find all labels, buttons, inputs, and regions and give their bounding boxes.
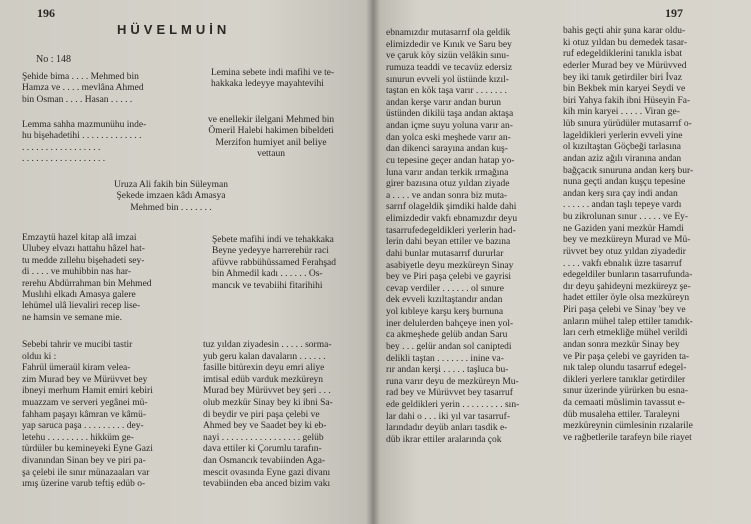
left-page [0,0,373,524]
body-column-1: ebnamızdır mutasarrıf ola geldik elimizdedir ve Kınık ve Saru bey ve çaruk köy sizün velâkin sınu- rumuza teaddi ve tecavüz edersiz sınurun evveli yol üstünde kızıl- taştan en kök taşa varır . . . . . . . andan kerşe varır andan burun üstünden dikilü taşa andan aktaşa andan içme suyu yoluna varır an- dan yolca eski meşhede varır an- dan dikenci sarayına andan kuş- cu tepesine geçer andan hatap yo- luna varır andan terkik ırmağına girer bazısına otuz yıldan ziyade a . . . . ve andan sonra biz muta- sarrıf olageldik şimdiki halde dahi elimizdedir vakfı ebnamızdır deyu tasarrufedegeldikleri yerlerin had- lerin dahi beyan ettiler ve bazına dahi bunlar mutasarrıf dururlar asabiyetle deyu mezküreyn Sinay bey ve Piri paşa çelebi ve gayrisi cevap verdiler . . . . . . ol sınure dek evveli kızıltaştandır andan yol kıbleye karşu kerş burnuna iner delulerden bahçeye inen yol- ca akmeşhede gelüb andan Saru bey . . . gelür andan sol caniptedi delikli taştan . . . . . . . inine va- rır andan kerşi . . . . . taşluca bu- runa varır deyu de mezküreyn Mu- rad bey ve Mürüvvet bey tasarruf ede geldikleri yerin . . . . . . . . . sın- lar dahi o . . . iki yıl var tasarruf- larındadır deyüb anları tasdik e- düb ikrar ettiler aralarında çok [386,28,520,445]
endorsement-right: Şebete mafihi indi ve tehakkaka Beyne yedeyye harrerehür raci afüvve rabbühüssamed Ferahşad bin Ahmedil kadı . . . . . . Os- mancık ve tevabiihi fitarihihi [212,235,336,291]
witnesses-block: Şehide bima . . . . Mehmed bin Hamza ve . . . . mevlâna Ahmed bin Osman . . . . Hasan . . . . . [22,72,144,105]
seal-text-right: ve enellekir ilelgani Mehmed bin Ömeril Halebi hakimen bibeldeti Merzifon humiyet anil beliye vettaun [208,115,335,160]
verification-note: Lemina sebete indi mafihi ve te- hakkaka ledeyye mayahtevihi [211,68,335,90]
body-column-right: tuz yıldan ziyadesin . . . . . sorma- yub geru kalan davaların . . . . . . fasille bitürexin deyu emri aliye imtisal edüb varduk mezküreyn Murad bey Mürüvvet bey şeri . . . olub mezkür Sinay bey ki ibni Sa- di beydir ve piri paşa çelebi ve Ahmed bey ve Saadet bey ki eb- nayi . . . . . . . . . . . . . . . . . gelüb dava ettiler ki Çorumlu tarafın- dan Osmancık tevabiinden Aga- mescit ovasında Eyne gazi divanı tevabiinden eba anced bizim vakı [203,340,333,490]
document-number: No : 148 [36,54,71,65]
right-page [373,0,751,524]
document-title: HÜVELMUİN [117,22,231,37]
signature-block: Uruza Ali fakih bin Süleyman Şekede imzaen kâdı Amasya Mehmed bin . . . . . . . [114,180,228,213]
body-column-left: Sebebi tahrir ve mucibi tastir olduı ki : Fahrül ümeraül kiram velea- zim Murad bey ve Mürüvvet bey ibneyi merhum Hamit emiri kebiri muazzam ve serveri yegânei mü- fahham paşayı kâmran ve kâmü- yap saruca paşa . . . . . . . . . dey- letehu . . . . . . . . . hikküm ge- türdüler bu kemineyeki Eyne Gazi divanından Sinan bey ve piri pa- şa çelebi ile sınır münazaaları var ımış üzerine varub teftiş edüb o- [22,340,153,490]
endorsement-left: Emzaytü hazel kitap alâ imzai Ulubey elvazı hattahu hâzel hat- tu medde zıllehu bişehadeti sey- di . . . . ve muhibbin nas har- rerehu Abdürrahman bin Mehmed Muslıhi elkadı Amasya galere lehümel ulâ lievaliri recep lise- ne hamsin ve semane mie. [22,233,152,323]
seal-text-left: Lemma sahha mazmunühu inde- hu bişehadetihi . . . . . . . . . . . . . . . . . . . . . . . . . . . . . . . . . . . . . . . . . . . . . . . . [22,120,147,165]
page-number: 196 [37,6,55,20]
page-number: 197 [665,6,683,20]
body-column-2: bahis geçti ahir şuna karar oldu- ki otuz yıldan bu demedek tasar- ruf edegeldiklerini tanıkla isbat ederler Murad bey ve Mürüvved bey iki tanık getirdiler biri İvaz bin Bekbek min karyei Seydi ve biri Yahya fakih ibni Hüseyin Fa- kih min karyei . . . . . Viran ge- lüb sınura yürüdüler mutasarrıf o- lageldikleri yerlerin evveli yine ol kızıltaştan Göçbeği tarlasına andan aziz ağılı viranına andan bağçacık sınuruna andan kerş bur- nuna geçti andan kuşçu tepesine andan kerş sıra çay indi andan . . . . . . andan taşlı tepeye vardı bu zikrolunan sınur . . . . . ve Ey- ne Gaziden yani mezkür Hamdi bey ve mezküreyn Murad ve Mü- rüvvet bey otuz yıldan ziyadedir . . . . vakfı ebnalık üzre tasarruf edegeldiler bunların tasarrufunda- dır deyu şahideyni mezküreyz şe- hadet ettiler öyle olsa mezküreyn Piri paşa çelebi ve Sinay 'bey ve anların mühel talep ettiler tanıdık- ları cerh etmekliğe mühel verildi andan sonra mezkür Sinay bey ve Pir paşa çelebi ve gayriden ta- nık talep olundu tasarruf edegel- dikleri yerlere tanıklar getirdiler sınur üzerinde yürürken bu esna- da cemaati müslimin tavassut e- düb musaleha ettiler. Taraleyni mezküreynin cümlesinin rızalarile ve rağbetlerile tarafeyn bile riayet [563,26,694,443]
book-gutter [366,0,380,524]
